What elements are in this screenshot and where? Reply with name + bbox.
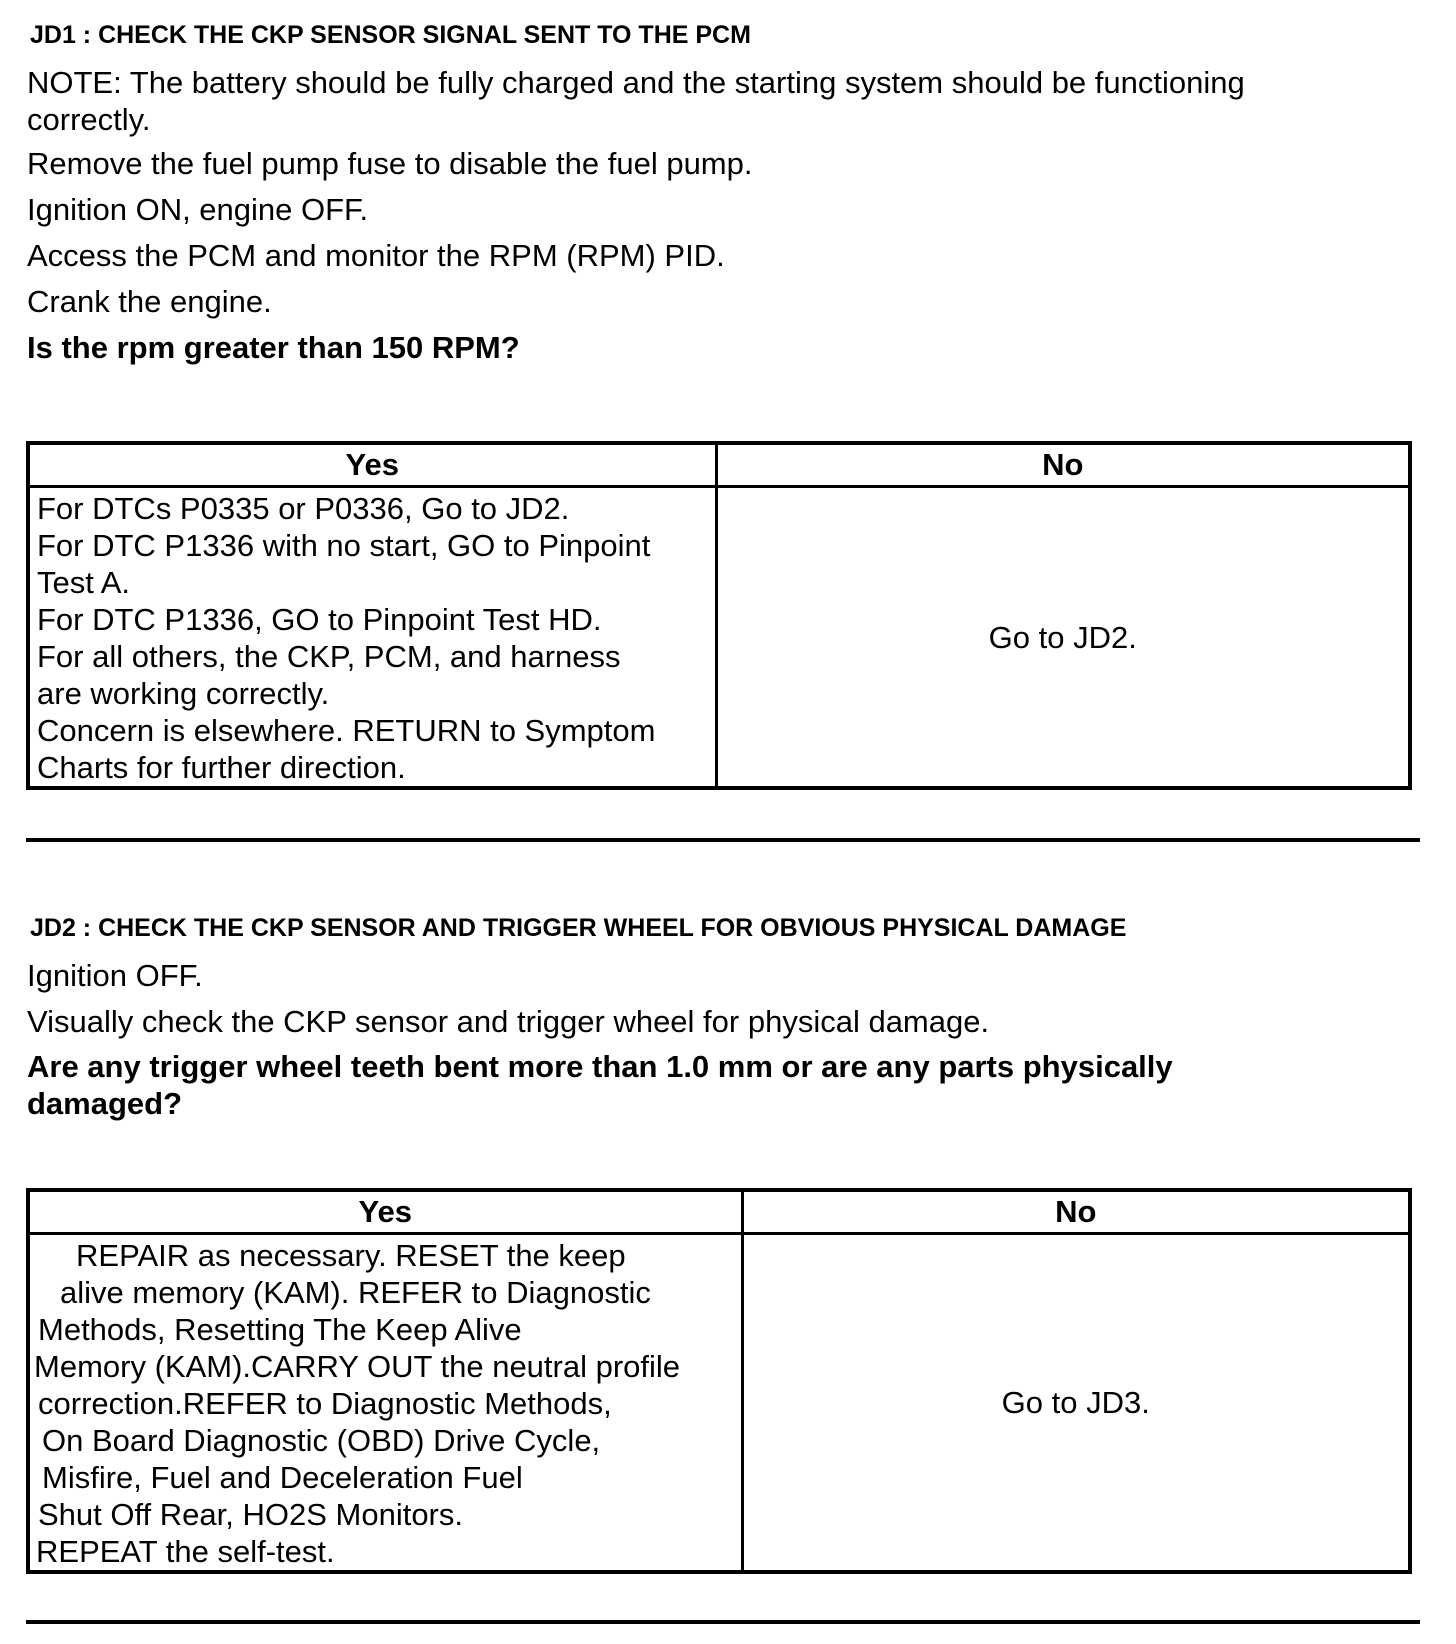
jd1-note-line1: NOTE: The battery should be fully charged and the starting system should be functioning bbox=[27, 65, 1245, 100]
jd1-no-header: No bbox=[716, 443, 1410, 487]
jd1-step-2: Ignition ON, engine OFF. bbox=[27, 192, 369, 227]
jd1-yes-line: Charts for further direction. bbox=[37, 750, 406, 785]
jd2-result-table bbox=[26, 1188, 1412, 1574]
jd2-no-header: No bbox=[742, 1190, 1410, 1234]
jd1-yes-line: For all others, the CKP, PCM, and harness bbox=[37, 639, 621, 674]
jd1-no-cell: Go to JD2. bbox=[716, 487, 1410, 789]
jd1-table-body-row bbox=[28, 487, 1410, 789]
jd1-result-table bbox=[26, 441, 1412, 790]
jd2-no-cell: Go to JD3. bbox=[742, 1234, 1410, 1573]
jd1-yes-line: Test A. bbox=[37, 565, 131, 600]
jd2-table-header-row bbox=[28, 1190, 1410, 1234]
section-divider bbox=[26, 1620, 1420, 1624]
jd1-title: JD1 : CHECK THE CKP SENSOR SIGNAL SENT TO THE PCM bbox=[30, 21, 751, 49]
jd2-table-body-row bbox=[28, 1234, 1410, 1573]
jd1-yes-line: For DTCs P0335 or P0336, Go to JD2. bbox=[37, 491, 570, 526]
jd1-yes-line: For DTC P1336 with no start, GO to Pinpoint bbox=[37, 528, 651, 563]
jd2-yes-line: Shut Off Rear, HO2S Monitors. bbox=[38, 1497, 463, 1532]
jd2-yes-cell bbox=[28, 1234, 742, 1573]
jd2-yes-line: Memory (KAM).CARRY OUT the neutral profile bbox=[34, 1349, 681, 1384]
jd2-yes-line: Misfire, Fuel and Deceleration Fuel bbox=[42, 1460, 523, 1495]
jd1-table-header-row bbox=[28, 443, 1410, 487]
jd2-yes-line: Methods, Resetting The Keep Alive bbox=[38, 1312, 522, 1347]
jd2-question-line2: damaged? bbox=[27, 1086, 183, 1121]
jd2-question-line1: Are any trigger wheel teeth bent more than 1.0 mm or are any parts physically bbox=[27, 1049, 1173, 1084]
jd1-note-line2: correctly. bbox=[27, 102, 151, 137]
jd2-yes-header: Yes bbox=[28, 1190, 742, 1234]
jd1-yes-cell bbox=[28, 487, 716, 789]
jd2-yes-line: On Board Diagnostic (OBD) Drive Cycle, bbox=[42, 1423, 601, 1458]
jd1-yes-header: Yes bbox=[28, 443, 716, 487]
jd1-yes-line: For DTC P1336, GO to Pinpoint Test HD. bbox=[37, 602, 602, 637]
jd2-yes-line: REPAIR as necessary. RESET the keep bbox=[76, 1238, 626, 1273]
jd2-question bbox=[27, 1048, 1407, 1122]
jd2-title: JD2 : CHECK THE CKP SENSOR AND TRIGGER WHEEL FOR OBVIOUS PHYSICAL DAMAGE bbox=[30, 914, 1127, 942]
jd2-yes-line: alive memory (KAM). REFER to Diagnostic bbox=[60, 1275, 651, 1310]
jd2-yes-line: REPEAT the self-test. bbox=[36, 1534, 335, 1569]
section-divider bbox=[26, 838, 1420, 842]
jd1-step-1: Remove the fuel pump fuse to disable the fuel pump. bbox=[27, 146, 753, 181]
jd2-step-1: Ignition OFF. bbox=[27, 958, 203, 993]
jd2-yes-line: correction.REFER to Diagnostic Methods, bbox=[38, 1386, 612, 1421]
jd1-note bbox=[27, 64, 1407, 138]
jd1-question: Is the rpm greater than 150 RPM? bbox=[27, 330, 520, 365]
jd1-step-3: Access the PCM and monitor the RPM (RPM) PID. bbox=[27, 238, 725, 273]
jd2-step-2: Visually check the CKP sensor and trigger wheel for physical damage. bbox=[27, 1004, 990, 1039]
jd1-yes-line: Concern is elsewhere. RETURN to Symptom bbox=[37, 713, 656, 748]
jd1-step-4: Crank the engine. bbox=[27, 284, 272, 319]
jd1-yes-line: are working correctly. bbox=[37, 676, 330, 711]
